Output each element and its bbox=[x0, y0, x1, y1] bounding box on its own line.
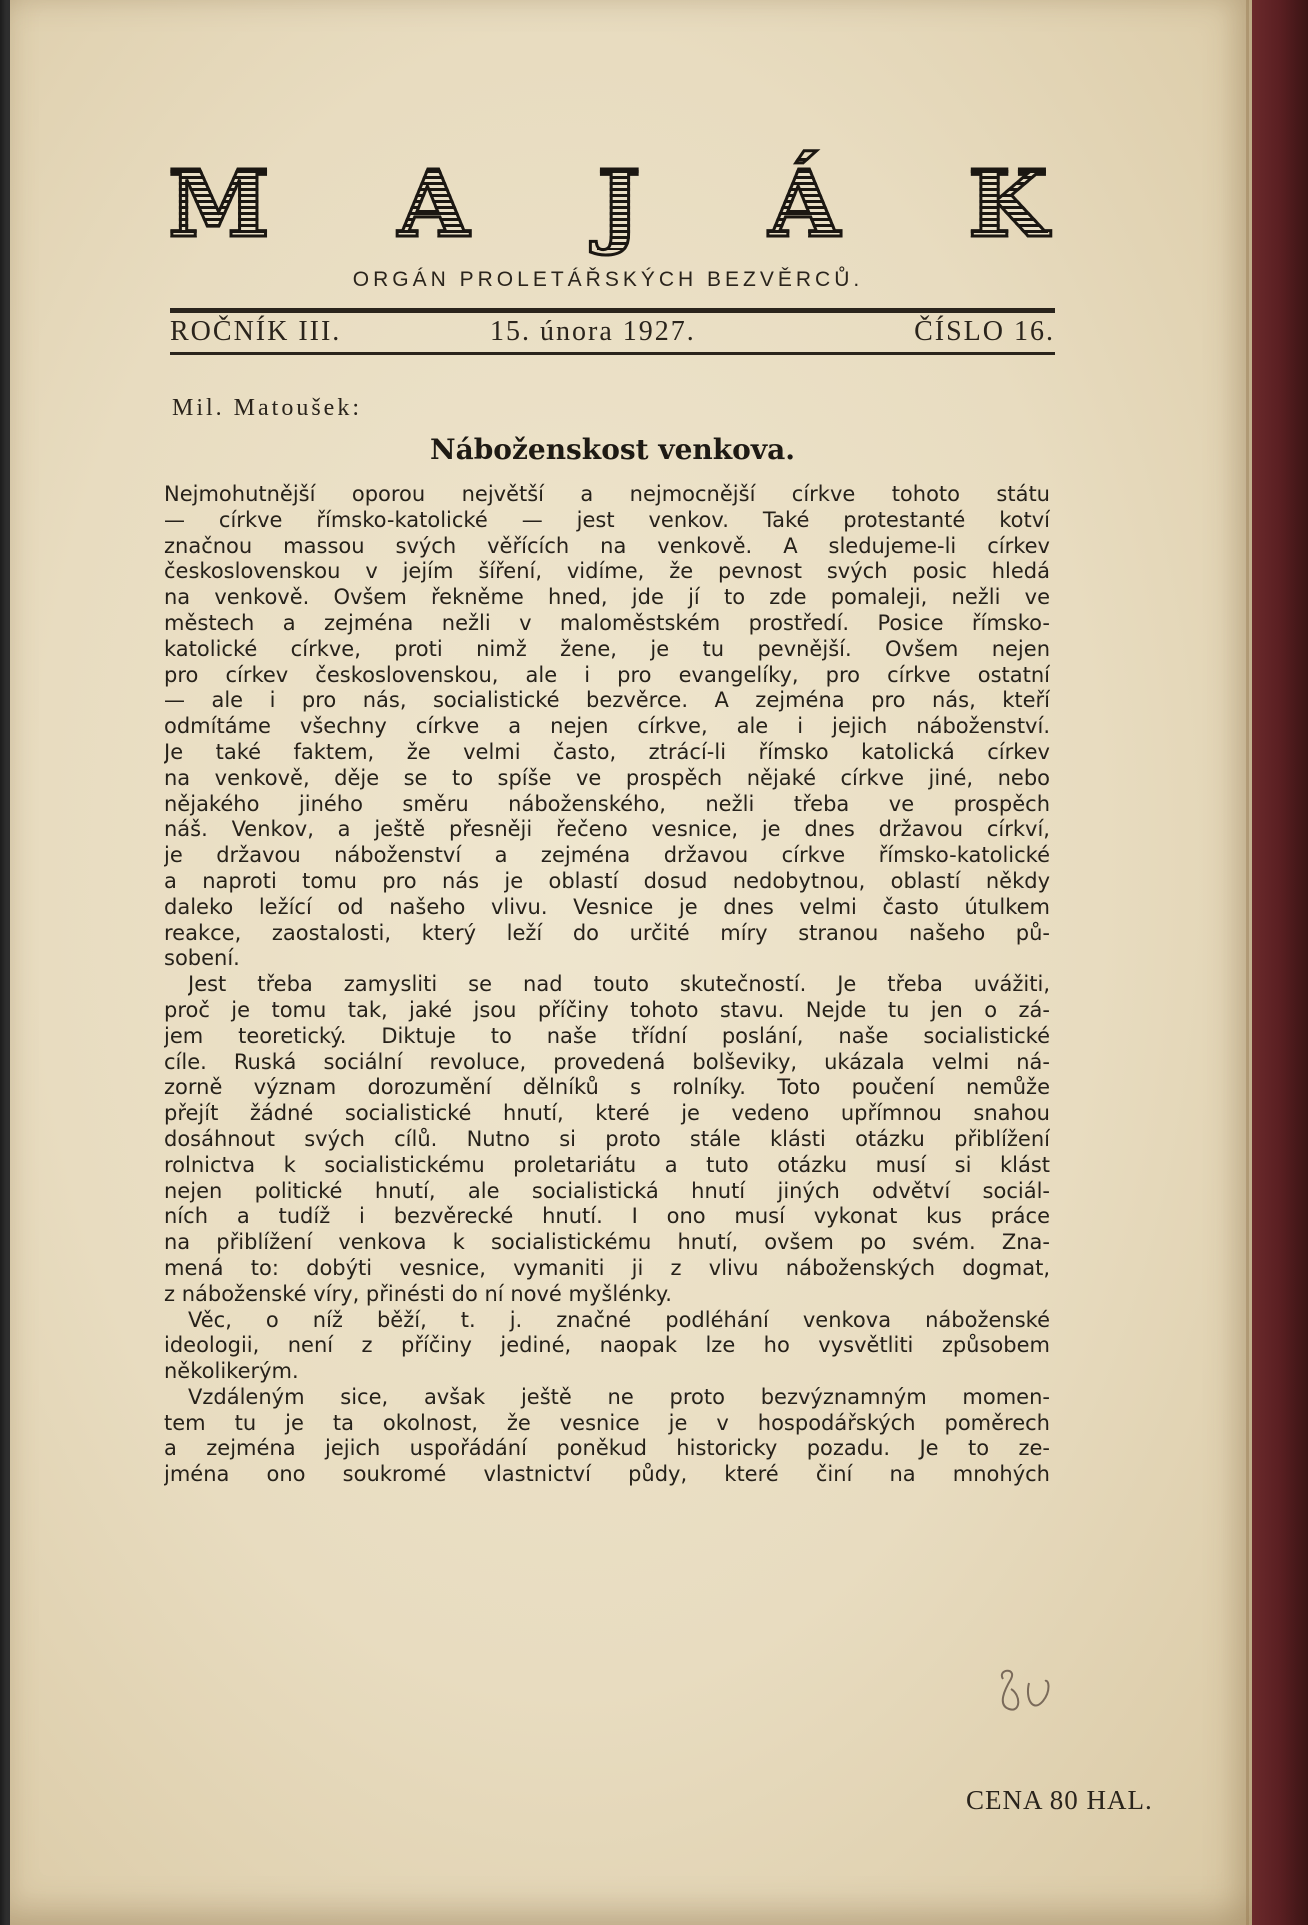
body-line: je državou náboženství a zejména državou církve římsko-katolické bbox=[164, 843, 1050, 868]
price-label: CENA 80 HAL. bbox=[966, 1785, 1153, 1815]
body-line: městech a zejména nežli v maloměstském prostředí. Posice římsko- bbox=[164, 610, 1050, 635]
body-line: přejít žádné socialistické hnutí, které je vedeno upřímnou snahou bbox=[164, 1101, 1050, 1126]
body-line: pro církev československou, ale i pro evangelíky, pro církve ostatní bbox=[164, 662, 1050, 687]
body-line: reakce, zaostalosti, který leží do určité míry stranou našeho pů- bbox=[164, 920, 1050, 945]
masthead-subtitle: ORGÁN PROLETÁŘSKÝCH BEZVĚRCŮ. bbox=[352, 268, 864, 291]
body-line: nějakého jiného směru náboženského, nežli třeba ve prospěch bbox=[164, 791, 1050, 816]
body-line: mená to: dobýti vesnice, vymaniti ji z vlivu náboženských dogmat, bbox=[164, 1255, 1050, 1280]
body-line: Vzdáleným sice, avšak ještě ne proto bezvýznamným momen- bbox=[188, 1384, 1050, 1409]
body-line: z náboženské víry, přinésti do ní nové myšlénky. bbox=[164, 1281, 672, 1306]
body-line: tem tu je ta okolnost, že vesnice je v hospodářských poměrech bbox=[164, 1410, 1050, 1435]
body-line: nejen politické hnutí, ale socialistická hnutí jiných odvětví sociál- bbox=[164, 1178, 1050, 1203]
header-rule-top bbox=[170, 308, 1055, 313]
paper-edge-shadow bbox=[1246, 0, 1249, 1925]
issue-number: ČÍSLO 16. bbox=[914, 316, 1055, 347]
body-line: cíle. Ruská sociální revoluce, provedená bolševiky, ukázala velmi ná- bbox=[164, 1049, 1050, 1074]
body-line: československou v jejím šíření, vidíme, že pevnost svých posic hledá bbox=[164, 559, 1050, 584]
body-line: sobení. bbox=[164, 946, 240, 971]
body-line: Věc, o níž běží, t. j. značné podléhání venkova náboženské bbox=[188, 1307, 1050, 1332]
body-line: rolnictva k socialistickému proletariátu a tuto otázku musí si klást bbox=[164, 1152, 1050, 1177]
body-line: jména ono soukromé vlastnictví půdy, které činí na mnohých bbox=[164, 1462, 1050, 1487]
body-line: daleko ležící od našeho vlivu. Vesnice je dnes velmi často útulkem bbox=[164, 894, 1050, 919]
body-line: proč je tomu tak, jaké jsou příčiny tohoto stavu. Nejde tu jen o zá- bbox=[164, 997, 1050, 1022]
body-line: několikerým. bbox=[164, 1359, 299, 1384]
body-line: zorně význam dorozumění dělníků s rolníky. Toto poučení nemůže bbox=[164, 1075, 1050, 1100]
article-title: Náboženskost venkova. bbox=[429, 433, 796, 466]
masthead bbox=[168, 150, 1048, 258]
body-line: na přiblížení venkova k socialistickému hnutí, ovšem po svém. Zna- bbox=[164, 1230, 1050, 1255]
body-line: Je také faktem, že velmi často, ztrácí-li římsko katolická církev bbox=[164, 739, 1050, 764]
masthead-letter: K bbox=[968, 150, 1048, 258]
issue-info-row bbox=[170, 316, 1055, 350]
masthead-letter: A bbox=[397, 150, 470, 258]
body-line: Nejmohutnější oporou největší a nejmocnější církve tohoto státu bbox=[164, 482, 1050, 506]
article-body bbox=[164, 482, 1050, 1488]
body-line: a naproti tomu pro nás je oblastí dosud nedobytnou, oblastí někdy bbox=[164, 868, 1050, 893]
body-line: na venkově, děje se to spíše ve prospěch nějaké církve jiné, nebo bbox=[164, 765, 1050, 790]
body-line: katolické církve, proti nimž žene, je tu pevnější. Ovšem nejen bbox=[164, 636, 1050, 661]
body-line: a zejména jejich uspořádání poněkud historicky pozadu. Je to ze- bbox=[164, 1436, 1050, 1461]
newspaper-sheet bbox=[10, 0, 1252, 1925]
issue-volume: ROČNÍK III. bbox=[170, 316, 342, 347]
body-line: — ale i pro nás, socialistické bezvěrce. A zejména pro nás, kteří bbox=[164, 688, 1050, 713]
body-line: odmítáme všechny církve a nejen církve, ale i jejich náboženství. bbox=[164, 714, 1050, 739]
masthead-letter: M bbox=[168, 150, 270, 258]
masthead-letter: J bbox=[597, 150, 641, 258]
issue-date: 15. února 1927. bbox=[490, 316, 696, 347]
body-line: značnou massou svých věřících na venkově. A sledujeme-li církev bbox=[164, 533, 1050, 558]
masthead-letter: Á bbox=[768, 150, 841, 258]
header-rule-bottom bbox=[170, 352, 1055, 355]
body-line: na venkově. Ovšem řekněme hned, jde jí to zde pomaleji, nežli ve bbox=[164, 585, 1050, 610]
body-line: — církve římsko-katolické — jest venkov. Také protestanté kotví bbox=[164, 507, 1050, 532]
body-line: ních a tudíž i bezvěrecké hnutí. I ono musí vykonat kus práce bbox=[164, 1204, 1050, 1229]
body-line: Jest třeba zamysliti se nad touto skutečností. Je třeba uvážiti, bbox=[188, 972, 1050, 997]
article-author: Mil. Matoušek: bbox=[172, 395, 362, 421]
body-line: náš. Venkov, a ještě přesněji řečeno vesnice, je dnes državou církví, bbox=[164, 817, 1050, 842]
body-line: dosáhnout svých cílů. Nutno si proto stále klásti otázku přiblížení bbox=[164, 1126, 1050, 1151]
body-line: ideologii, není z příčiny jediné, naopak lze ho vysvětliti způsobem bbox=[164, 1333, 1050, 1358]
body-line: jem teoretický. Diktuje to naše třídní poslání, naše socialistické bbox=[164, 1023, 1050, 1048]
handwritten-note bbox=[995, 1665, 1075, 1725]
